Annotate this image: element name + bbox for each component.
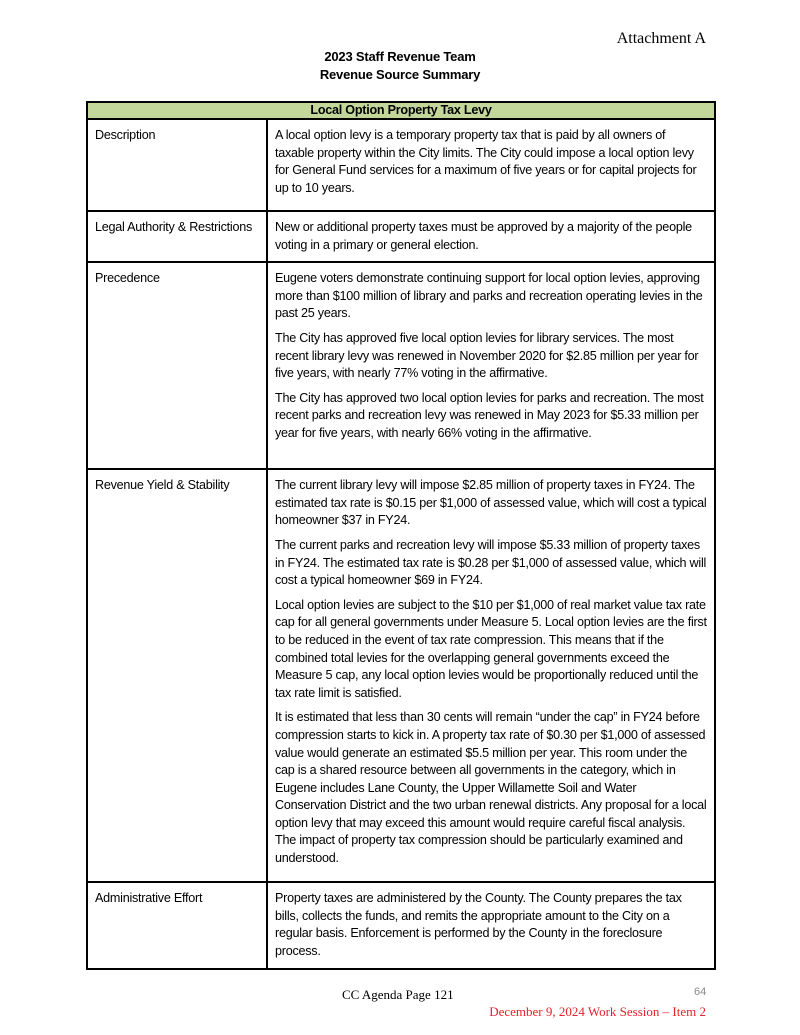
work-session-label: December 9, 2024 Work Session – Item 2 (489, 1004, 706, 1019)
paragraph: The current library levy will impose $2.85 million of property taxes in FY24. The estimated tax rate is $0.15 per $1,000 of assessed value, which will cost a typical homeowner $37 in FY24. (275, 478, 707, 528)
table-row (87, 469, 715, 882)
row-content (267, 119, 715, 211)
paragraph: Eugene voters demonstrate continuing support for local option levies, approving more than $100 million of library and parks and recreation operating levies in the past 25 years. (275, 271, 703, 321)
page-number: 64 (694, 986, 707, 998)
paragraph: The City has approved five local option levies for library services. The most recent library levy was renewed in November 2020 for $2.85 million per year for five years, with nearly 77% voting in the affirmative. (275, 330, 699, 381)
attachment-label: Attachment A (616, 30, 706, 47)
paragraph: Property taxes are administered by the County. The County prepares the tax bills, collects the funds, and remits the appropriate amount to the City on a regular basis. Enforcement is performed by the County in the foreclosure process. (275, 891, 682, 958)
row-label: Administrative Effort (87, 882, 267, 968)
agenda-page: CC Agenda Page 121 (342, 987, 454, 1002)
row-content (267, 262, 715, 469)
title-line-2: Revenue Source Summary (319, 67, 481, 82)
paragraph: The City has approved two local option levies for parks and recreation. The most recent parks and recreation levy was renewed in May 2023 for $5.33 million per year for five years, with nearly 66% voting in the affirmative. (275, 390, 704, 440)
row-label: Precedence (87, 262, 267, 469)
paragraph: The current parks and recreation levy will impose $5.33 million of property taxes in FY24. The estimated tax rate is $0.28 per $1,000 of assessed value, which will cost a typical homeowner $69 in FY24. (275, 537, 707, 588)
row-label: Revenue Yield & Stability (87, 469, 267, 882)
paragraph: New or additional property taxes must be approved by a majority of the people voting in a primary or general election. (275, 220, 692, 252)
table-row (87, 262, 715, 469)
table-header: Local Option Property Tax Levy (87, 102, 715, 119)
paragraph: Local option levies are subject to the $10 per $1,000 of real market value tax rate cap for all general governments under Measure 5. Local option levies are the first to be reduced in the event of tax rate compression. This means that if the combined total levies for the overlapping general governments exceed the Measure 5 cap, any local option levies would be proportionally reduced until the tax rate limit is satisfied. (275, 597, 707, 700)
row-content (267, 211, 715, 262)
document-title (0, 48, 800, 84)
table-row (87, 119, 715, 211)
revenue-summary-table (86, 101, 716, 970)
table-row (87, 882, 715, 968)
paragraph: A local option levy is a temporary property tax that is paid by all owners of taxable property within the City limits. The City could impose a local option levy for General Fund services for a maximum of five years or for capital projects for up to 10 years. (275, 128, 697, 195)
paragraph: It is estimated that less than 30 cents will remain “under the cap” in FY24 before compression starts to kick in. A property tax rate of $0.30 per $1,000 of assessed value would generate an estimated $5.5 million per year. This room under the cap is a shared resource between all governments in the category, which in Eugene includes Lane County, the Upper Willamette Soil and Water Conservation District and the two urban renewal districts. Any proposal for a local option levy that may exceed this amount would require careful fiscal analysis. The impact of property tax compression should be particularly examined and understood. (275, 710, 707, 866)
row-label: Description (87, 119, 267, 211)
table-row (87, 211, 715, 262)
row-content (267, 469, 715, 882)
row-content (267, 882, 715, 968)
row-label: Legal Authority & Restrictions (87, 211, 267, 262)
title-line-1: 2023 Staff Revenue Team (324, 49, 476, 64)
